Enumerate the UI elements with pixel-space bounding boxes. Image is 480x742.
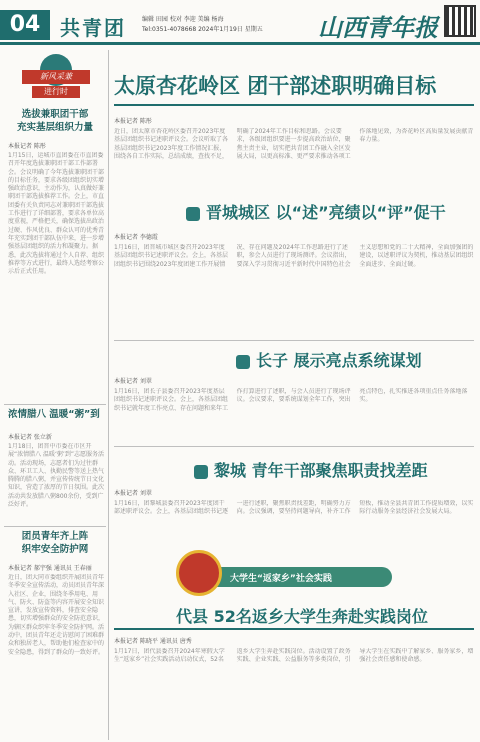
daixian-rule [114,628,474,630]
article3-body: 近日，团大同市委组织开展团员青年冬季安全宣传活动，动员团员青年深入社区、企业，围绕冬季用电、用气、防火、防盗等内容开展安全知识宣讲，发放宣传资料，排查安全隐患，切实增强群众的安全防范意识，为辖区群众织牢冬季安全防护网。活动中，团员青年还走访慰问了困难群众和独居老人，帮助他们检查家中的安全隐患，得到了群众的一致好评。 [8,574,104,656]
changzi-byline: 本报记者 刘翠 [114,378,152,385]
section-square-icon [236,355,250,369]
left-separator [4,404,106,405]
badge-label-2: 进行时 [32,86,80,98]
article1-body: 1月15日，运城市直团委在市直团委召开年度选拔兼职团干部工作部署会。会议明确了今年选拔兼职团干部的目标任务，要求各级团组织切实增强政治意识，主动作为，认真做好兼职团干部选拔推荐工作。会上，市直团委有关负责同志对兼职团干部选拔工作进行了详细部署，要求各单位高度重视，严格把关，确保选拔出政治过硬、作风优良、群众认可的优秀青年充实到团干部队伍中来，进一步增强基层团组织的活力和凝聚力。据悉，此次选拔将通过个人自荐、组织推荐等方式进行，最终人选经考察公示后正式任用。 [8,152,104,276]
article3-byline: 本报记者 郝宇强 通讯员 王春丽 [8,565,92,572]
article1-title-line1: 选拔兼职团干部 [21,109,89,120]
changzi-headline [236,348,422,371]
column-badge [18,54,94,98]
lead-byline: 本报记者 陈彤 [114,118,152,125]
article3-title-line2: 织牢安全防护网 [21,544,89,555]
contact-date-info: Tel:0351-4078668 2024年1月19日 星期五 [142,26,263,33]
article2-title: 浓情腊八 温暖“粥”到 [8,409,100,420]
licheng-title: 黎城 青年干部聚焦职责找差距 [214,461,428,480]
daixian-body: 1月17日，团代县委召开2024年寒假大学生“返家乡”社会实践活动启动仪式，52名返乡大学生奔赴实践岗位。活动设置了政务实践、企业实践、公益服务等多类岗位，引导大学生在实践中了解家乡、服务家乡，增强社会责任感和使命感。 [114,648,474,664]
main-separator-1 [114,340,474,341]
column-divider [108,50,109,740]
section-square-icon [194,465,208,479]
article3-title-line1: 团员青年齐上阵 [21,531,89,542]
lead-headline: 太原杏花岭区 团干部述职明确目标 [114,74,437,98]
daixian-headline: 代县 52名返乡大学生奔赴实践岗位 [176,607,428,626]
page-number: 04 [0,10,50,40]
feature-banner [192,567,392,587]
lead-body: 近日，团太原市杏花岭区委召开2023年度基层团组织书记述职评议会。会议听取了各基层团组织书记2023年度工作情况汇报，围绕各自工作实际，总结成绩，查找不足，明确了2024年工作目标和思路。会议要求，各级团组织要进一步提高政治站位，聚焦主责主业，切实把共青团工作融入全区发展大局，以更高标准、更严要求推动各项工作落地见效，为杏花岭区高质量发展贡献青春力量。 [114,128,474,160]
jincheng-headline [186,200,446,223]
daixian-byline: 本报记者 陈晓平 通讯员 唐秀 [114,638,192,645]
qr-code-icon [444,5,476,37]
badge-label-1: 新风采兼 [22,70,90,84]
medal-icon [176,550,222,596]
banner-title: 大学生“返家乡”社会实践 [230,574,332,584]
article1-byline: 本报记者 陈彤 [8,143,46,150]
section-square-icon [186,207,200,221]
jincheng-byline: 本报记者 李德霞 [114,234,158,241]
lead-rule [114,104,474,106]
editor-info: 编辑 田园 校对 李迎 美编 杨海 [142,16,224,23]
article2-body: 1月18日，团晋中市委在市区开展“浓情腊八 温暖‘粥’到”志愿服务活动。活动现场，志愿者们为过往群众、环卫工人、执勤民警等送上热气腾腾的腊八粥，并宣传传统节日文化知识，营造了浓厚的节日氛围。此次活动共发放腊八粥800余份，受到广泛好评。 [8,443,104,509]
licheng-headline [194,458,428,481]
header-rule [0,42,480,45]
jincheng-title: 晋城城区 以“述”亮绩以“评”促干 [206,203,446,222]
jincheng-body: 1月16日，团晋城市城区委召开2023年度基层团组织书记述职评议会。会上，各基层团组织书记围绕2023年度团建工作开展情况、存在问题及2024年工作思路进行了述职，参会人员进行了现场测评。会议指出，要深入学习贯彻习近平新时代中国特色社会主义思想和党的二十大精神，全面加强团的建设，以述职评议为契机，推动基层团组织全面进步、全面过硬。 [114,244,474,268]
licheng-byline: 本报记者 刘翠 [114,490,152,497]
changzi-title: 长子 展示亮点系统谋划 [256,351,422,370]
article1-title-line2: 充实基层组织力量 [16,122,93,133]
licheng-body: 1月16日，团黎城县委召开2023年度团干部述职评议会。会上，各基层团组织书记逐一进行述职，聚焦职责找差距，明确努力方向。会议强调，要坚持问题导向，补齐工作短板，推动全县共青团工作提质增效，以实际行动服务全县经济社会发展大局。 [114,500,474,516]
main-separator-2 [114,446,474,447]
changzi-body: 1月16日，团长子县委召开2023年度基层团组织书记述职评议会。会上，各基层团组织书记就年度工作亮点、存在问题和来年工作打算进行了述职，与会人员进行了现场评议。会议要求，要系统谋划全年工作，突出亮点特色，扎实推进各项重点任务落地落实。 [114,388,468,412]
article2-byline: 本报记者 张立新 [8,434,52,441]
page-header [0,0,480,44]
section-name: 共青团 [60,16,126,40]
masthead-logo: 山西青年报 [318,13,438,42]
left-separator-2 [4,526,106,527]
